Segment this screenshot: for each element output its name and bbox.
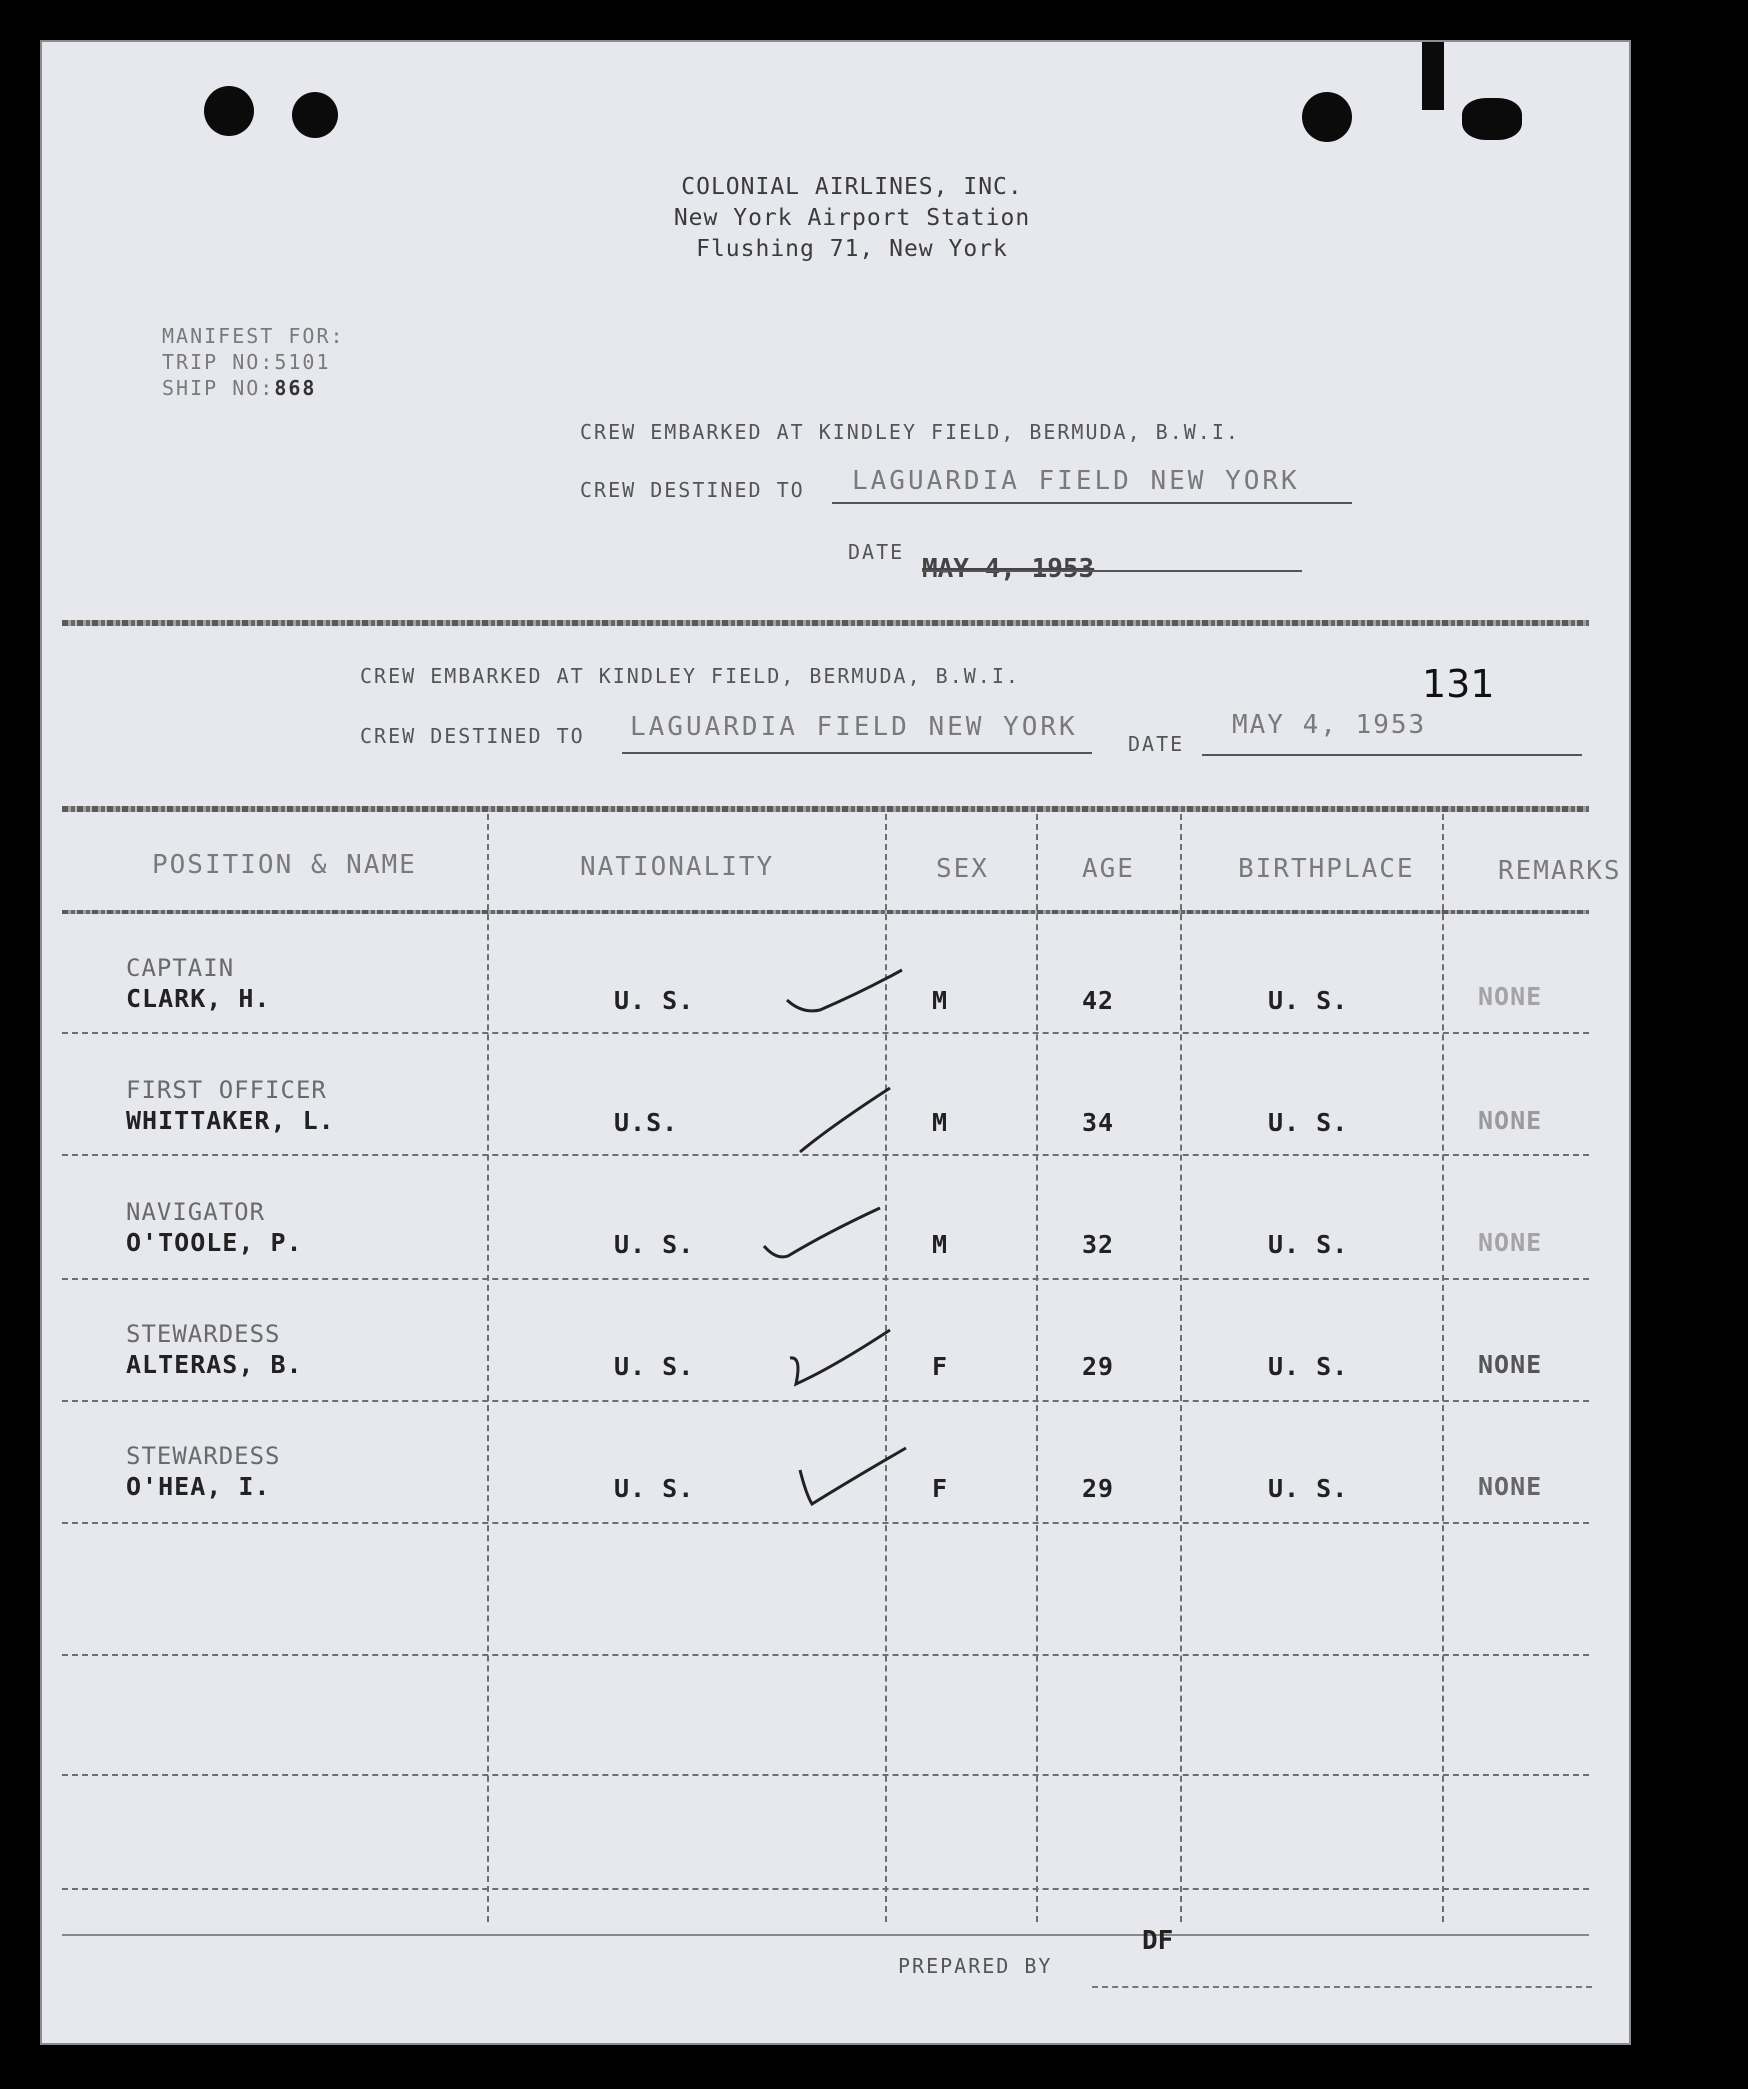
punch-hole-right <box>1302 92 1352 142</box>
sex-cell: M <box>932 1108 949 1137</box>
birthplace-cell: U. S. <box>1268 1352 1349 1381</box>
check-mark-icon <box>758 1202 888 1282</box>
name-cell: ALTERAS, B. <box>126 1350 303 1379</box>
remarks-cell: NONE <box>1478 982 1543 1011</box>
position-cell: NAVIGATOR <box>126 1198 266 1226</box>
row-divider <box>62 1522 1589 1524</box>
check-mark-icon <box>794 1442 914 1522</box>
station-name: New York Airport Station <box>673 205 1031 231</box>
header-sex: SEX <box>936 854 989 884</box>
station-address: Flushing 71, New York <box>696 236 1008 262</box>
trip-number <box>162 350 331 374</box>
scan-blot <box>1462 98 1522 140</box>
trip-value: 5101 <box>274 350 331 374</box>
sex-cell: M <box>932 986 949 1015</box>
column-divider <box>487 814 489 1922</box>
age-cell: 42 <box>1082 986 1115 1015</box>
check-mark-icon <box>782 962 912 1032</box>
header-position: POSITION & NAME <box>152 850 417 880</box>
ship-label: SHIP NO: <box>162 376 275 400</box>
upper-date-label: DATE <box>848 540 905 564</box>
column-divider <box>1180 814 1182 1922</box>
nationality-cell: U. S. <box>614 1230 695 1259</box>
name-cell: O'HEA, I. <box>126 1472 271 1501</box>
row-divider <box>62 1654 1589 1656</box>
upper-date-value: MAY 4, 1953 <box>922 554 1095 584</box>
ship-number <box>162 376 316 400</box>
prepared-by-label: PREPARED BY <box>898 1954 1053 1978</box>
name-cell: WHITTAKER, L. <box>126 1106 335 1135</box>
upper-date-underline <box>922 570 1302 572</box>
upper-destined-value: LAGUARDIA FIELD NEW YORK <box>852 466 1300 496</box>
position-cell: CAPTAIN <box>126 954 235 982</box>
remarks-cell: NONE <box>1478 1106 1543 1135</box>
footer-divider <box>62 1934 1589 1936</box>
age-cell: 29 <box>1082 1474 1115 1503</box>
header-nationality: NATIONALITY <box>580 852 775 882</box>
manifest-label: MANIFEST FOR: <box>162 324 345 348</box>
nationality-cell: U. S. <box>614 1352 695 1381</box>
section-divider <box>62 620 1589 626</box>
remarks-cell: NONE <box>1478 1472 1543 1501</box>
remarks-cell: NONE <box>1478 1228 1543 1257</box>
remarks-cell: NONE <box>1478 1350 1543 1379</box>
prepared-by-value: DF <box>1142 1926 1174 1956</box>
upper-destined-underline <box>832 502 1352 504</box>
check-mark-icon <box>790 1082 900 1162</box>
column-divider <box>1442 814 1444 1922</box>
position-cell: STEWARDESS <box>126 1320 281 1348</box>
name-cell: CLARK, H. <box>126 984 271 1013</box>
column-divider <box>1036 814 1038 1922</box>
lower-destined-value: LAGUARDIA FIELD NEW YORK <box>630 712 1078 742</box>
page-number: 131 <box>1422 662 1495 706</box>
trip-label: TRIP NO: <box>162 350 275 374</box>
header-bottom-border <box>62 910 1589 914</box>
punch-hole-left <box>204 86 254 136</box>
header-birthplace: BIRTHPLACE <box>1238 854 1415 884</box>
position-cell: STEWARDESS <box>126 1442 281 1470</box>
lower-destined-underline <box>622 752 1092 754</box>
lower-date-underline <box>1202 754 1582 756</box>
sex-cell: F <box>932 1474 949 1503</box>
position-cell: FIRST OFFICER <box>126 1076 327 1104</box>
row-divider <box>62 1888 1589 1890</box>
lower-destined-label: CREW DESTINED TO <box>360 724 585 748</box>
punch-hole-center-left <box>292 92 338 138</box>
lower-embarked: CREW EMBARKED AT KINDLEY FIELD, BERMUDA, B.W.I. <box>360 664 1020 688</box>
nationality-cell: U.S. <box>614 1108 679 1137</box>
prepared-by-underline <box>1092 1986 1592 1988</box>
nationality-cell: U. S. <box>614 1474 695 1503</box>
upper-destined-label: CREW DESTINED TO <box>580 478 805 502</box>
nationality-cell: U. S. <box>614 986 695 1015</box>
ship-value: 868 <box>274 376 317 400</box>
check-mark-icon <box>782 1322 902 1402</box>
scan-blot <box>1422 40 1444 110</box>
table-top-border <box>62 806 1589 812</box>
row-divider <box>62 1032 1589 1034</box>
manifest-page <box>40 40 1631 2045</box>
age-cell: 34 <box>1082 1108 1115 1137</box>
birthplace-cell: U. S. <box>1268 986 1349 1015</box>
birthplace-cell: U. S. <box>1268 1230 1349 1259</box>
row-divider <box>62 1774 1589 1776</box>
sex-cell: F <box>932 1352 949 1381</box>
company-header <box>602 172 1102 265</box>
lower-date-value: MAY 4, 1953 <box>1232 710 1427 740</box>
upper-embarked: CREW EMBARKED AT KINDLEY FIELD, BERMUDA, B.W.I. <box>580 420 1240 444</box>
header-age: AGE <box>1082 854 1135 884</box>
sex-cell: M <box>932 1230 949 1259</box>
birthplace-cell: U. S. <box>1268 1474 1349 1503</box>
age-cell: 29 <box>1082 1352 1115 1381</box>
age-cell: 32 <box>1082 1230 1115 1259</box>
name-cell: O'TOOLE, P. <box>126 1228 303 1257</box>
birthplace-cell: U. S. <box>1268 1108 1349 1137</box>
company-name: COLONIAL AIRLINES, INC. <box>681 174 1023 200</box>
lower-date-label: DATE <box>1128 732 1185 756</box>
header-remarks: REMARKS <box>1498 856 1622 886</box>
